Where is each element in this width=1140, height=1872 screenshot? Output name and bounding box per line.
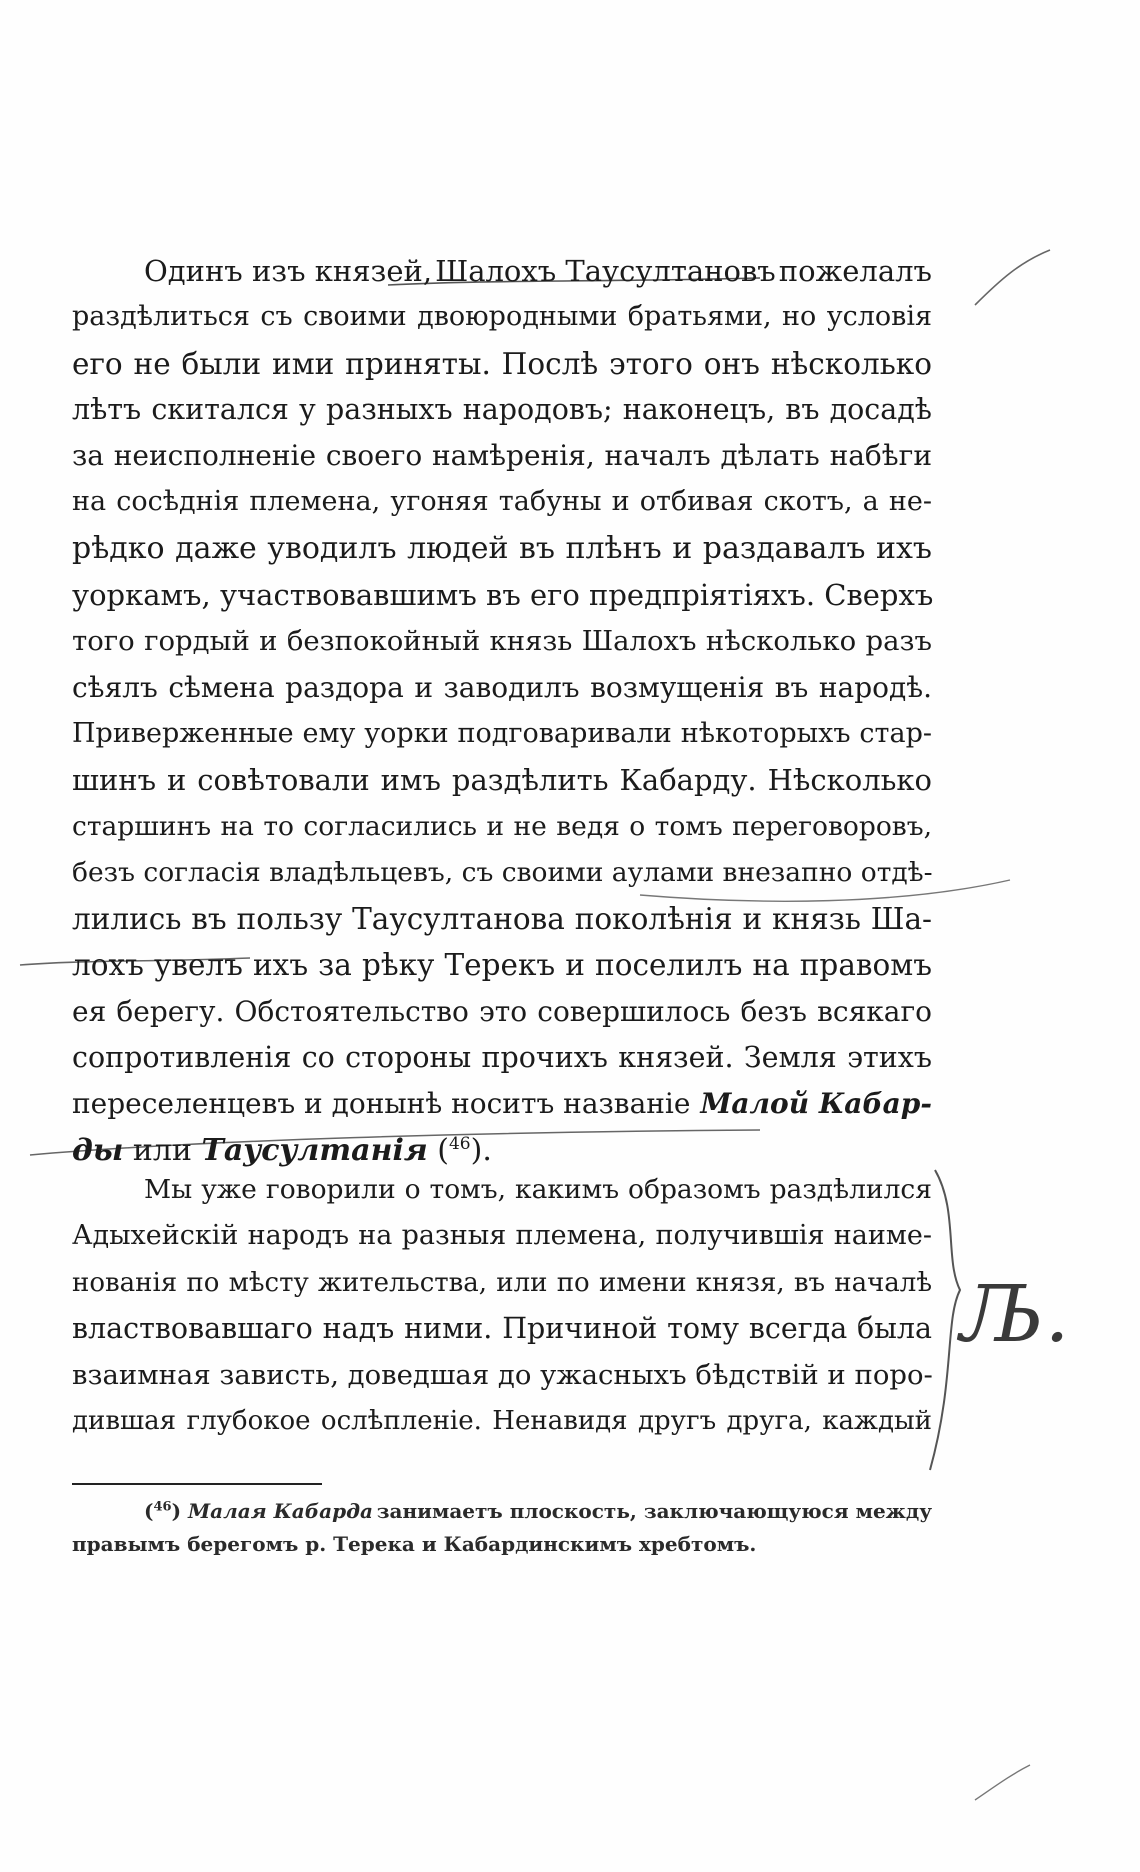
text-line: Мы уже говорили о томъ, какимъ образомъ раздѣлился [144, 1174, 932, 1205]
text-line: лѣтъ скитался у разныхъ народовъ; наконецъ, въ досадѣ [72, 392, 932, 426]
footnote-line: ($^{46}$) Малая Кабарда занимаетъ плоскость, заключающуюся между [144, 1499, 932, 1523]
text-line: взаимная зависть, доведшая до ужасныхъ бѣдствій и поро- [72, 1359, 933, 1392]
text-line: сопротивленія со стороны прочихъ князей. Земля этихъ [72, 1041, 932, 1075]
text-line: того гордый и безпокойный князь Шалохъ нѣсколько разъ [72, 625, 932, 658]
text-line: Одинъ изъ князей, Шалохъ Таусултановъ пожелалъ [72, 248, 932, 294]
text-line: сѣялъ сѣмена раздора и заводилъ возмущенія въ народѣ. [72, 670, 932, 704]
main-text-2 [72, 1167, 932, 1445]
text-line: лохъ увелъ ихъ за рѣку Терекъ и поселилъ на правомъ [72, 948, 932, 983]
footnote-term: Малая Кабарда [188, 1499, 373, 1523]
bracket-mark [930, 1170, 960, 1470]
text-line: его не были ими приняты. Послѣ этого онъ нѣсколько [72, 346, 932, 381]
margin-stroke-top [975, 250, 1050, 305]
margin-stroke-bottom [975, 1765, 1030, 1800]
paragraph-2 [72, 1167, 932, 1445]
text-line: рѣдко даже уводилъ людей въ плѣнъ и раздавалъ ихъ [72, 530, 932, 566]
name-shalokh: Шалохъ Таусултановъ [435, 254, 776, 288]
text-line: безъ согласія владѣльцевъ, съ своими аулами внезапно отдѣ- [72, 856, 933, 888]
text-line: Адыхейскій народъ на разныя племена, получившія наиме- [72, 1220, 932, 1252]
footnote-line: правымъ берегомъ р. Терека и Кабардинскимъ хребтомъ. [72, 1532, 757, 1556]
footnote [72, 1495, 932, 1561]
text-line: Приверженные ему уорки подговаривали нѣкоторыхъ стар- [72, 717, 932, 749]
main-text [72, 248, 932, 1174]
text-line: ды или Таусултанія ($^{46}$). [72, 1132, 492, 1168]
text-line: дившая глубокое ослѣпленіе. Ненавидя другъ друга, каждый [72, 1406, 932, 1437]
paragraph-1 [72, 248, 932, 1174]
text-line: за неисполненіе своего намѣренія, началъ дѣлать набѣги [72, 439, 932, 473]
text-line: старшинъ на то согласились и не ведя о томъ переговоровъ, [72, 810, 932, 842]
footnote-number: 46 [153, 1499, 172, 1515]
text-line: лились въ пользу Таусултанова поколѣнія и князь Ша- [72, 902, 932, 937]
text-line: переселенцевъ и донынѣ носитъ названіе Малой Кабар- [72, 1081, 932, 1127]
italic-term: Малой Кабар- [700, 1087, 932, 1121]
text-line: на сосѣднія племена, угоняя табуны и отбивая скотъ, а не- [72, 486, 932, 518]
footnote-divider [72, 1483, 322, 1485]
text-line: раздѣлиться съ своими двоюродными братьями, но условія [72, 301, 932, 333]
text-line: шинъ и совѣтовали имъ раздѣлить Кабарду. Нѣсколько [72, 763, 932, 798]
margin-annotation: Љ. [960, 1270, 1070, 1360]
text-line: нованія по мѣсту жительства, или по имени князя, въ началѣ [72, 1267, 932, 1298]
text-line: властвовавшаго надъ ними. Причиной тому всегда была [72, 1311, 932, 1345]
text-line: уоркамъ, участвовавшимъ въ его предпріятіяхъ. Сверхъ [72, 578, 934, 613]
footnote-ref: 46 [448, 1133, 471, 1154]
text-line: ея берегу. Обстоятельство это совершилось безъ всякаго [72, 994, 932, 1028]
italic-term: Таусултанія [201, 1132, 428, 1168]
italic-term: ды [72, 1132, 124, 1168]
